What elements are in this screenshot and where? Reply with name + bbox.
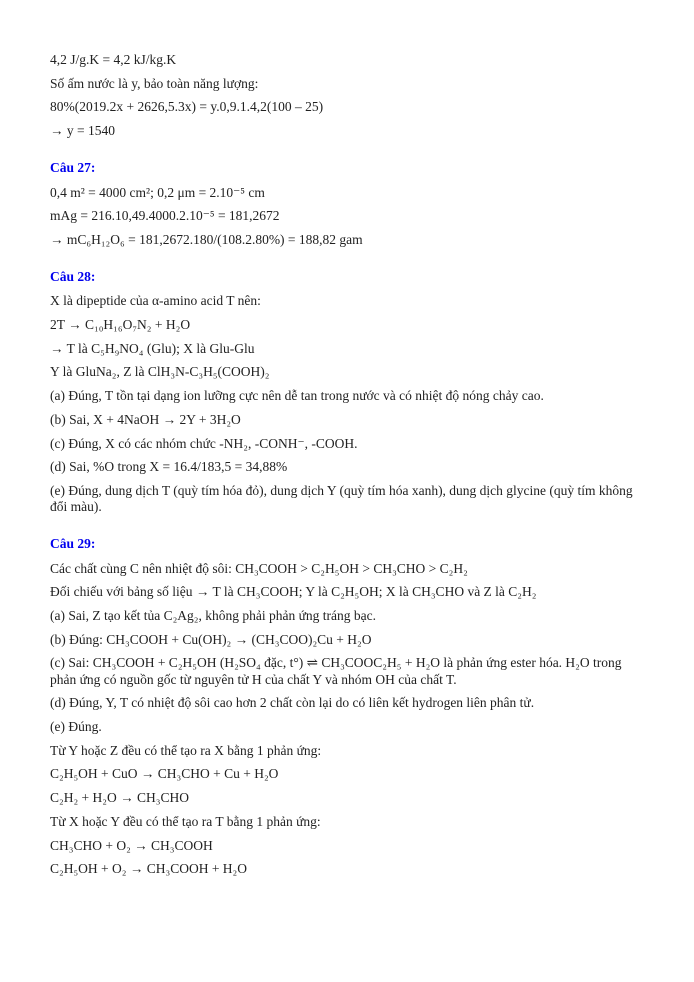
solution-line: (b) Đúng: CH₃COOH + Cu(OH)₂ → (CH₃COO)₂Cu + H₂O xyxy=(50,631,372,647)
solution-line: C₂H₅OH + CuO → CH₃CHO + Cu + H₂O xyxy=(50,766,279,782)
solution-line: C₂H₅OH + O₂ → CH₃COOH + H₂O xyxy=(50,861,248,877)
solution-line: C₂H₂ + H₂O → CH₃CHO xyxy=(50,790,189,806)
solution-line: CH₃CHO + O₂ → CH₃COOH xyxy=(50,837,213,853)
solution-line: X là dipeptide của α-amino acid T nên: xyxy=(50,293,261,309)
solution-line: (a) Đúng, T tồn tại dạng ion lưỡng cực nên dễ tan trong nước và có nhiệt độ nóng chảy cao. xyxy=(50,388,544,404)
solution-line: Đối chiếu với bảng số liệu → T là CH₃COOH; Y là C₂H₅OH; X là CH₃CHO và Z là C₂H₂ xyxy=(50,584,537,600)
solution-line: (d) Sai, %O trong X = 16.4/183,5 = 34,88% xyxy=(50,459,288,475)
solution-line: Các chất cùng C nên nhiệt độ sôi: CH₃COOH > C₂H₅OH > CH₃CHO > C₂H₂ xyxy=(50,560,468,576)
section-question-27 xyxy=(50,160,648,248)
solution-line: (a) Sai, Z tạo kết tủa C₂Ag₂, không phải phản ứng tráng bạc. xyxy=(50,607,377,623)
solution-line: (e) Đúng, dung dịch T (quỳ tím hóa đỏ), dung dịch Y (quỳ tím hóa xanh), dung dịch glycine (quỳ tím không đổi màu). xyxy=(50,482,637,515)
solution-line: (d) Đúng, Y, T có nhiệt độ sôi cao hơn 2 chất còn lại do có liên kết hydrogen liên phân tử. xyxy=(50,695,535,711)
section-question-29 xyxy=(50,536,648,877)
solution-line: (c) Đúng, X có các nhóm chức -NH₂, -CONH⁻, -COOH. xyxy=(50,435,358,451)
section-intro xyxy=(50,52,648,139)
solution-line: 80%(2019.2x + 2626,5.3x) = y.0,9.1.4,2(100 – 25) xyxy=(50,99,324,115)
question-29-heading: Câu 29: xyxy=(50,536,96,552)
solution-line: (c) Sai: CH₃COOH + C₂H₅OH (H₂SO₄ đặc, t°) ⇌ CH₃COOC₂H₅ + H₂O là phản ứng ester hóa. H₂O trong phản ứng có nguồn gốc từ nguyên tử H của chất Y và nhóm OH của chất T. xyxy=(50,655,625,687)
solution-line: Số ấm nước là y, bảo toàn năng lượng: xyxy=(50,75,259,91)
solution-line: → y = 1540 xyxy=(50,123,115,139)
solution-line: mAg = 216.10,49.4000.2.10⁻⁵ = 181,2672 xyxy=(50,208,280,224)
solution-line: (b) Sai, X + 4NaOH → 2Y + 3H₂O xyxy=(50,411,241,427)
solution-line: 2T → C₁₀H₁₆O₇N₂ + H₂O xyxy=(50,317,191,333)
question-28-heading: Câu 28: xyxy=(50,269,96,285)
solution-line: 4,2 J/g.K = 4,2 kJ/kg.K xyxy=(50,52,177,67)
solution-line: (e) Đúng. xyxy=(50,718,102,734)
solution-line: → mC₆H₁₂O₆ = 181,2672.180/(108.2.80%) = 188,82 gam xyxy=(50,231,363,247)
solution-line: → T là C₅H₉NO₄ (Glu); X là Glu-Glu xyxy=(50,340,255,356)
question-27-heading: Câu 27: xyxy=(50,160,96,176)
solution-line: Y là GluNa₂, Z là ClH₃N-C₃H₅(COOH)₂ xyxy=(50,364,270,380)
solution-line: 0,4 m² = 4000 cm²; 0,2 μm = 2.10⁻⁵ cm xyxy=(50,184,265,200)
solution-line: Từ X hoặc Y đều có thể tạo ra T bằng 1 phản ứng: xyxy=(50,813,321,829)
section-question-28 xyxy=(50,269,648,515)
solution-line: Từ Y hoặc Z đều có thể tạo ra X bằng 1 phản ứng: xyxy=(50,742,322,758)
